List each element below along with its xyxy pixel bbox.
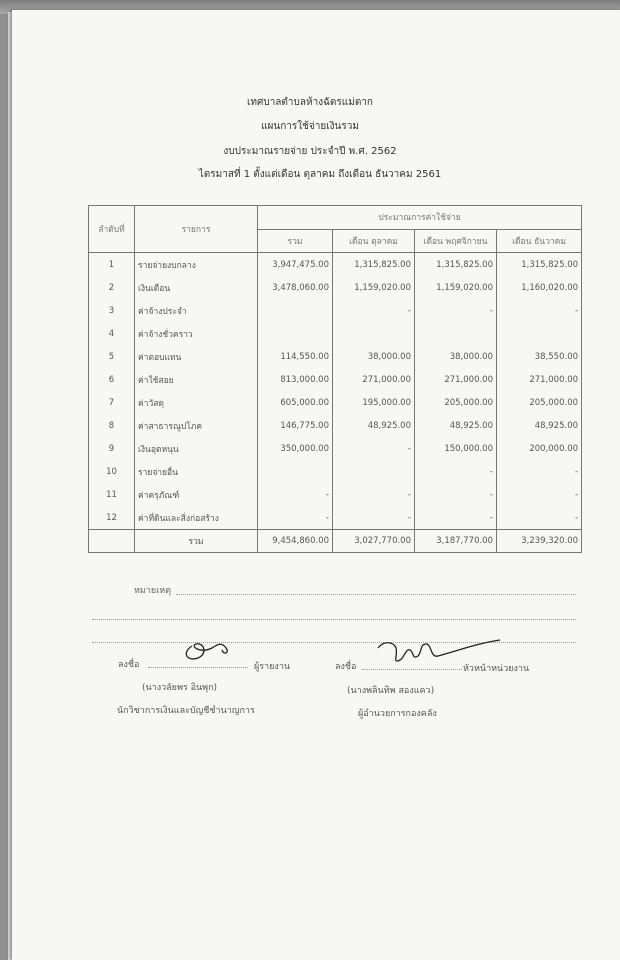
col-header-total: รวม: [258, 229, 333, 253]
col-header-nov: เดือน พฤศจิกายน: [415, 229, 497, 253]
row-dec: 38,550.00: [497, 345, 582, 368]
left-sign-line: [148, 667, 248, 668]
row-number: 9: [89, 437, 135, 460]
row-oct: [333, 460, 415, 483]
budget-year: งบประมาณรายจ่าย ประจำปี พ.ศ. 2562: [223, 146, 397, 157]
row-nov: 1,159,020.00: [415, 276, 497, 299]
row-total: 350,000.00: [258, 437, 333, 460]
row-item: เงินอุดหนุน: [135, 437, 258, 460]
row-item: รายจ่ายอื่น: [135, 460, 258, 483]
row-oct: 1,315,825.00: [333, 253, 415, 277]
total-dec: 3,239,320.00: [497, 530, 582, 553]
row-dec: 1,315,825.00: [497, 253, 582, 277]
row-nov: [415, 322, 497, 345]
table-row: [89, 391, 582, 414]
row-oct: 271,000.00: [333, 368, 415, 391]
row-total: -: [258, 483, 333, 506]
row-oct: 48,925.00: [333, 414, 415, 437]
left-sign-position: นักวิชาการเงินและบัญชีชำนาญการ: [117, 706, 255, 716]
group-header-estimate: ประมาณการค่าใช้จ่าย: [258, 206, 582, 230]
row-number: 6: [89, 368, 135, 391]
row-nov: 48,925.00: [415, 414, 497, 437]
row-item: ค่าตอบแทน: [135, 345, 258, 368]
left-signature: [178, 632, 248, 666]
org-name: เทศบาลตำบลห้างฉัตรแม่ตาก: [246, 97, 373, 108]
row-dec: 271,000.00: [497, 368, 582, 391]
row-dec: -: [497, 483, 582, 506]
grand-total: 9,454,860.00: [258, 530, 333, 553]
quarter-range: ไตรมาสที่ 1 ตั้งแต่เดือน ตุลาคม ถึงเดือน ธันวาคม 2561: [198, 169, 442, 180]
left-sign-label: ลงชื่อ: [118, 660, 140, 670]
row-total: 3,947,475.00: [258, 253, 333, 277]
row-item: ค่าวัสดุ: [135, 391, 258, 414]
row-oct: 38,000.00: [333, 345, 415, 368]
left-sign-name: (นางวลัยพร อินพุก): [142, 683, 218, 693]
col-header-dec: เดือน ธันวาคม: [497, 229, 582, 253]
row-total: 605,000.00: [258, 391, 333, 414]
row-total: -: [258, 506, 333, 530]
row-nov: 150,000.00: [415, 437, 497, 460]
row-nov: -: [415, 483, 497, 506]
row-oct: 195,000.00: [333, 391, 415, 414]
row-item: เงินเดือน: [135, 276, 258, 299]
remark-line-2: [92, 619, 576, 620]
row-total: 813,000.00: [258, 368, 333, 391]
table-row: [89, 322, 582, 345]
row-number: 10: [89, 460, 135, 483]
budget-table: [88, 205, 582, 553]
row-dec: -: [497, 506, 582, 530]
table-row: [89, 437, 582, 460]
col-header-item: รายการ: [135, 206, 258, 253]
table-row: [89, 299, 582, 322]
total-label: รวม: [135, 530, 258, 553]
row-dec: 48,925.00: [497, 414, 582, 437]
right-sign-name: (นางพลินทิพ สองแคว): [347, 686, 435, 696]
total-nov: 3,187,770.00: [415, 530, 497, 553]
table-row: [89, 414, 582, 437]
row-item: ค่าครุภัณฑ์: [135, 483, 258, 506]
row-total: 146,775.00: [258, 414, 333, 437]
row-item: ค่าสาธารณูปโภค: [135, 414, 258, 437]
row-total: 3,478,060.00: [258, 276, 333, 299]
row-number: 2: [89, 276, 135, 299]
col-header-no: ลำดับที่: [89, 206, 135, 253]
row-number: 8: [89, 414, 135, 437]
row-item: ค่าจ้างประจำ: [135, 299, 258, 322]
row-oct: -: [333, 437, 415, 460]
row-oct: 1,159,020.00: [333, 276, 415, 299]
row-oct: -: [333, 299, 415, 322]
row-nov: 1,315,825.00: [415, 253, 497, 277]
row-dec: 200,000.00: [497, 437, 582, 460]
row-number: 5: [89, 345, 135, 368]
left-sign-role: ผู้รายงาน: [254, 662, 291, 672]
table-row: [89, 483, 582, 506]
table-row: [89, 460, 582, 483]
row-number: 11: [89, 483, 135, 506]
row-number: 1: [89, 253, 135, 277]
total-spacer: [89, 530, 135, 553]
row-number: 4: [89, 322, 135, 345]
right-sign-position: ผู้อำนวยการกองคลัง: [358, 709, 437, 719]
row-number: 7: [89, 391, 135, 414]
row-oct: -: [333, 506, 415, 530]
table-row: [89, 253, 582, 277]
right-sign-role: หัวหน้าหน่วยงาน: [463, 664, 530, 674]
row-dec: 1,160,020.00: [497, 276, 582, 299]
row-nov: 271,000.00: [415, 368, 497, 391]
right-sign-label: ลงชื่อ: [335, 662, 357, 672]
row-nov: 205,000.00: [415, 391, 497, 414]
row-dec: 205,000.00: [497, 391, 582, 414]
row-nov: -: [415, 460, 497, 483]
row-item: รายจ่ายงบกลาง: [135, 253, 258, 277]
row-number: 12: [89, 506, 135, 530]
table-row: [89, 345, 582, 368]
table-row: [89, 276, 582, 299]
col-header-oct: เดือน ตุลาคม: [333, 229, 415, 253]
row-item: ค่าใช้สอย: [135, 368, 258, 391]
row-item: ค่าจ้างชั่วคราว: [135, 322, 258, 345]
row-nov: -: [415, 299, 497, 322]
table-row: [89, 368, 582, 391]
row-dec: [497, 322, 582, 345]
table-row: [89, 506, 582, 530]
total-row: [89, 530, 582, 553]
row-dec: -: [497, 299, 582, 322]
row-total: [258, 322, 333, 345]
row-nov: -: [415, 506, 497, 530]
row-total: [258, 460, 333, 483]
row-oct: [333, 322, 415, 345]
row-dec: -: [497, 460, 582, 483]
remark-label: หมายเหตุ: [134, 586, 172, 596]
doc-title: แผนการใช้จ่ายเงินรวม: [261, 121, 359, 132]
total-oct: 3,027,770.00: [333, 530, 415, 553]
remark-line-1: [176, 594, 576, 595]
row-total: [258, 299, 333, 322]
row-number: 3: [89, 299, 135, 322]
row-item: ค่าที่ดินและสิ่งก่อสร้าง: [135, 506, 258, 530]
row-oct: -: [333, 483, 415, 506]
row-total: 114,550.00: [258, 345, 333, 368]
row-nov: 38,000.00: [415, 345, 497, 368]
